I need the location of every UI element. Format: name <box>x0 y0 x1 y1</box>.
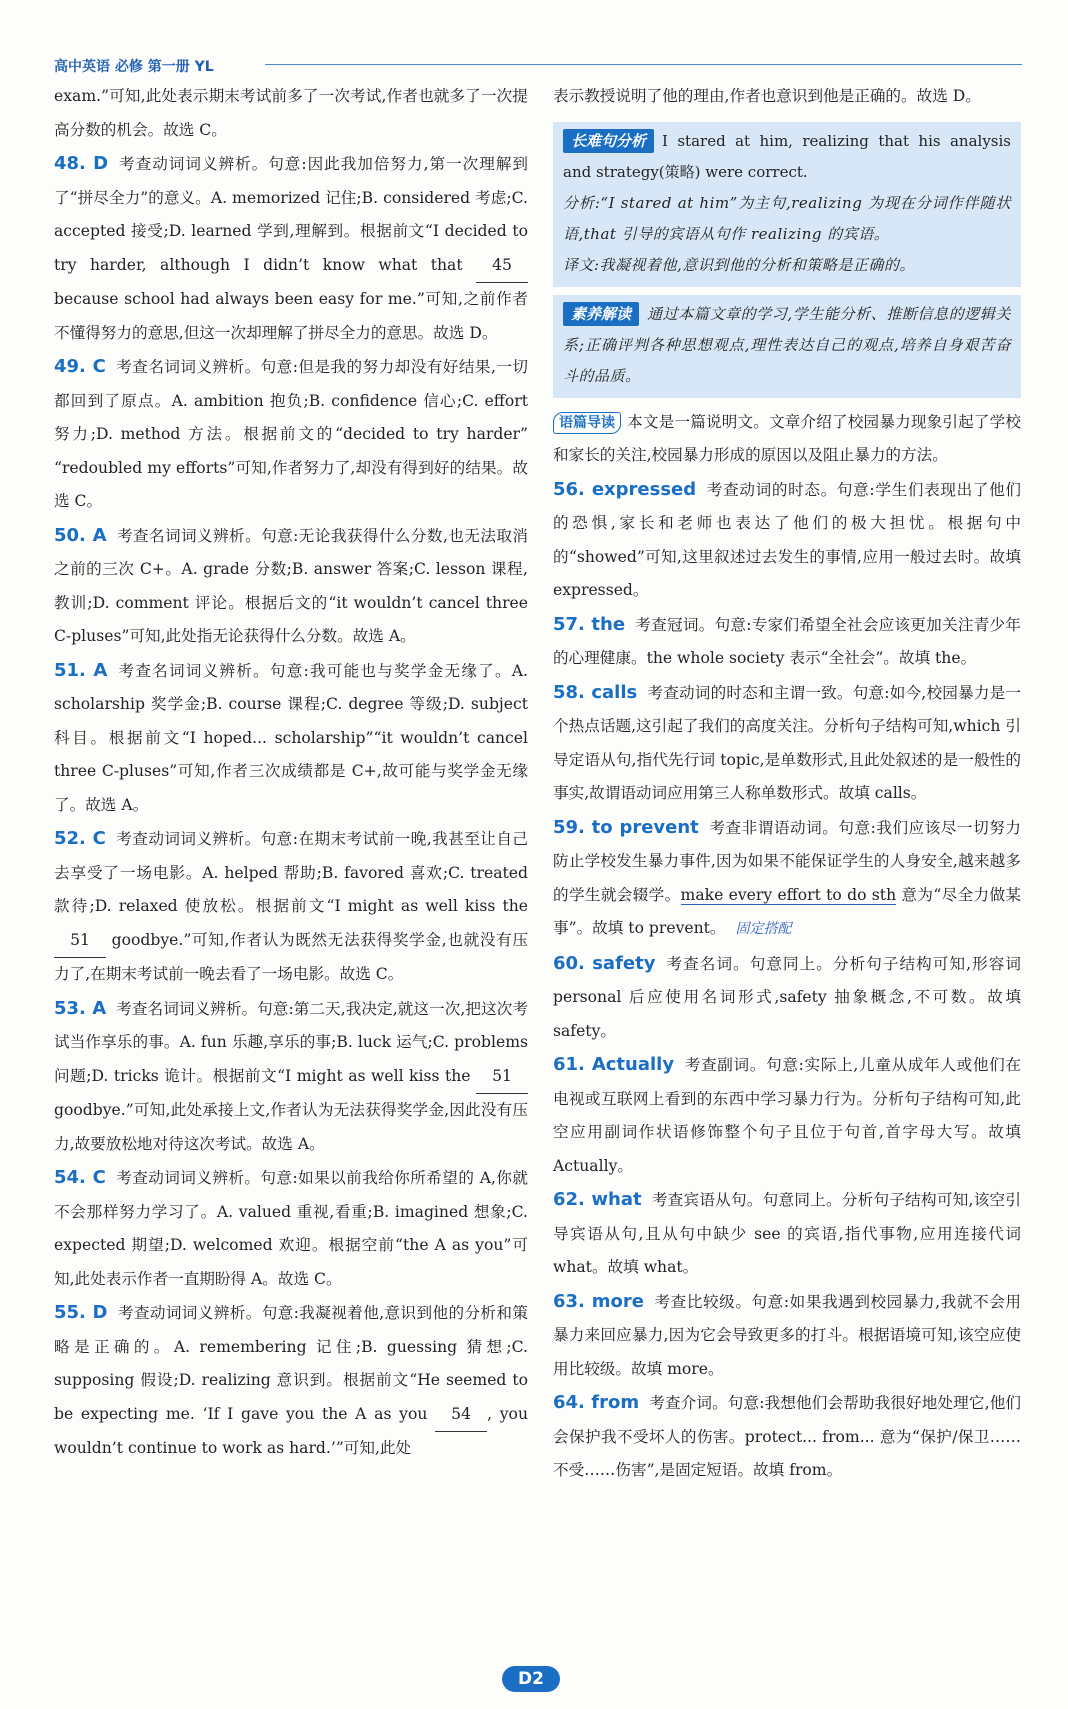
long-sentence-text: I stared at him, realizing that his analysis and strategy(策略) were correct. <box>563 131 1011 181</box>
handwritten-note: 固定搭配 <box>735 921 792 937</box>
answer-item: 58. calls 考查动词的时态和主谓一致。句意:如今,校园暴力是一个热点话题,这引起了我们的高度关注。分析句子结构可知,which 引导定语从句,指代先行词 topic,是单数形式,且此处叙述的是一般性的事实,故谓语动词应用第三人称单数形式。故填 calls。 <box>553 681 1021 802</box>
handwritten-underline: make every effort to do sth <box>680 885 897 904</box>
answer-item: 51. A 考查名词词义辨析。句意:我可能也与奖学金无缘了。A. scholarship 奖学金;B. course 课程;C. degree 等级;D. subject 科目。根据前文“I hoped... scholarship”“it wouldn’t cancel three C-pluses”可知,作者三次成绩都是 C+,故可能与奖学金无缘了。故选 A。 <box>54 659 528 814</box>
answer-item: 49. C 考查名词词义辨析。句意:但是我的努力却没有好结果,一切都回到了原点。A. ambition 抱负;B. confidence 信心;C. effort 努力;D. method 方法。根据前文的“decided to try harder” “redoubled my efforts”可知,作者努力了,却没有得到好的结果。故选 C。 <box>54 356 528 510</box>
answer-item: 56. expressed 考查动词的时态。句意:学生们表现出了他们的恐惧,家长和老师也表达了他们的极大担忧。根据句中的“showed”可知,这里叙述过去发生的事情,应用一般过去时。故填 expressed。 <box>553 478 1021 599</box>
answer-item-continued: 表示教授说明了他的理由,作者也意识到他是正确的。故选 D。 <box>553 87 981 105</box>
long-sentence-tag: 长难句分析 <box>563 129 654 153</box>
long-sentence-box <box>553 122 1021 287</box>
answer-item: exam.”可知,此处表示期末考试前多了一次考试,作者也就多了一次提高分数的机会。故选 C。 <box>54 87 528 139</box>
answer-item: 62. what 考查宾语从句。句意同上。分析句子结构可知,该空引导宾语从句,且从句中缺少 see 的宾语,指代事物,应用连接代词 what。故填 what。 <box>553 1189 1021 1276</box>
reading-guide: 语篇导读 本文是一篇说明文。文章介绍了校园暴力现象引起了学校和家长的关注,校园暴力形成的原因以及阻止暴力的方法。 <box>553 412 1021 464</box>
answer-item: 48. D 考查动词词义辨析。句意:因此我加倍努力,第一次理解到了“拼尽全力”的意义。A. memorized 记住;B. considered 考虑;C. accepted 接受;D. learned 学到,理解到。根据前文“I decided to try harder, although I didn’t know what that 45 because school had always been easy for me.”可知,之前作者不懂得努力的意思,但这一次却理解了拼尽全力的意思。故选 D。 <box>54 153 528 342</box>
literacy-box <box>553 295 1021 398</box>
literacy-text: 通过本篇文章的学习,学生能分析、推断信息的逻辑关系;正确评判各种思想观点,理性表达自己的观点,培养自身艰苦奋斗的品质。 <box>563 304 1011 385</box>
answer-item: 53. A 考查名词词义辨析。句意:第二天,我决定,就这一次,把这次考试当作享乐的事。A. fun 乐趣,享乐的事;B. luck 运气;C. problems 问题;D. tricks 诡计。根据前文“I might as well kiss the 51 goodbye.”可知,此处承接上文,作者认为无法获得奖学金,因此没有压力,故要放松地对待这次考试。故选 A。 <box>54 997 528 1153</box>
literacy-tag: 素养解读 <box>563 302 639 326</box>
header-rule <box>265 64 1022 65</box>
long-sentence-analysis: 分析:“I stared at him”为主句,realizing 为现在分词作伴随状语,that 引导的宾语从句作 realizing 的宾语。 <box>563 193 1011 243</box>
page-number: D2 <box>502 1666 560 1692</box>
answer-item: 59. to prevent 考查非谓语动词。句意:我们应该尽一切努力防止学校发生暴力事件,因为如果不能保证学生的人身安全,越来越多的学生就会辍学。make every effort to do sth 意为“尽全力做某事”。故填 to prevent。 固定搭配 <box>553 816 1021 937</box>
answer-item: 57. the 考查冠词。句意:专家们希望全社会应该更加关注青少年的心理健康。the whole society 表示“全社会”。故填 the。 <box>553 613 1021 667</box>
right-column <box>553 80 1021 1488</box>
answer-item: 64. from 考查介词。句意:我想他们会帮助我很好地处理它,他们会保护我不受坏人的伤害。protect... from... 意为“保护/保卫……不受……伤害”,是固定短语。故填 from。 <box>553 1392 1021 1479</box>
answer-item: 61. Actually 考查副词。句意:实际上,儿童从成年人或他们在电视或互联网上看到的东西中学习暴力行为。分析句子结构可知,此空应用副词作状语修饰整个句子且位于句首,首字母大写。故填 Actually。 <box>553 1054 1021 1175</box>
answer-item: 50. A 考查名词词义辨析。句意:无论我获得什么分数,也无法取消之前的三次 C+。A. grade 分数;B. answer 答案;C. lesson 课程,教训;D. comment 评论。根据后文的“it wouldn’t cancel three C-pluses”可知,此处指无论获得什么分数。故选 A。 <box>54 524 528 645</box>
answer-item: 60. safety 考查名词。句意同上。分析句子结构可知,形容词 personal 后应使用名词形式,safety 抽象概念,不可数。故填 safety。 <box>553 952 1021 1040</box>
answer-item: 55. D 考查动词词义辨析。句意:我凝视着他,意识到他的分析和策略是正确的。A. remembering 记住;B. guessing 猜想;C. supposing 假设;D. realizing 意识到。根据前文“He seemed to be expecting me. ‘If I gave you the A as you 54 , you wouldn’t continue to work as hard.’”可知,此处 <box>54 1302 528 1457</box>
reading-guide-tag: 语篇导读 <box>553 412 621 434</box>
left-column <box>54 80 528 1466</box>
answer-item: 52. C 考查动词词义辨析。句意:在期末考试前一晚,我甚至让自己去享受了一场电影。A. helped 帮助;B. favored 喜欢;C. treated 款待;D. relaxed 使放松。根据前文“I might as well kiss the 51 goodbye.”可知,作者认为既然无法获得奖学金,也就没有压力了,在期末考试前一晚去看了一场电影。故选 C。 <box>54 828 528 983</box>
answer-item: 54. C 考查动词词义辨析。句意:如果以前我给你所希望的 A,你就不会那样努力学习了。A. valued 重视,看重;B. imagined 想象;C. expected 期望;D. welcomed 欢迎。根据空前“the A as you”可知,此处表示作者一直期盼得 A。故选 C。 <box>54 1167 528 1288</box>
long-sentence-translation: 译文:我凝视着他,意识到他的分析和策略是正确的。 <box>563 255 915 274</box>
running-header: 高中英语 必修 第一册 YL <box>54 59 214 75</box>
answer-item: 63. more 考查比较级。句意:如果我遇到校园暴力,我就不会用暴力来回应暴力,因为它会导致更多的打斗。根据语境可知,该空应使用比较级。故填 more。 <box>553 1290 1021 1378</box>
